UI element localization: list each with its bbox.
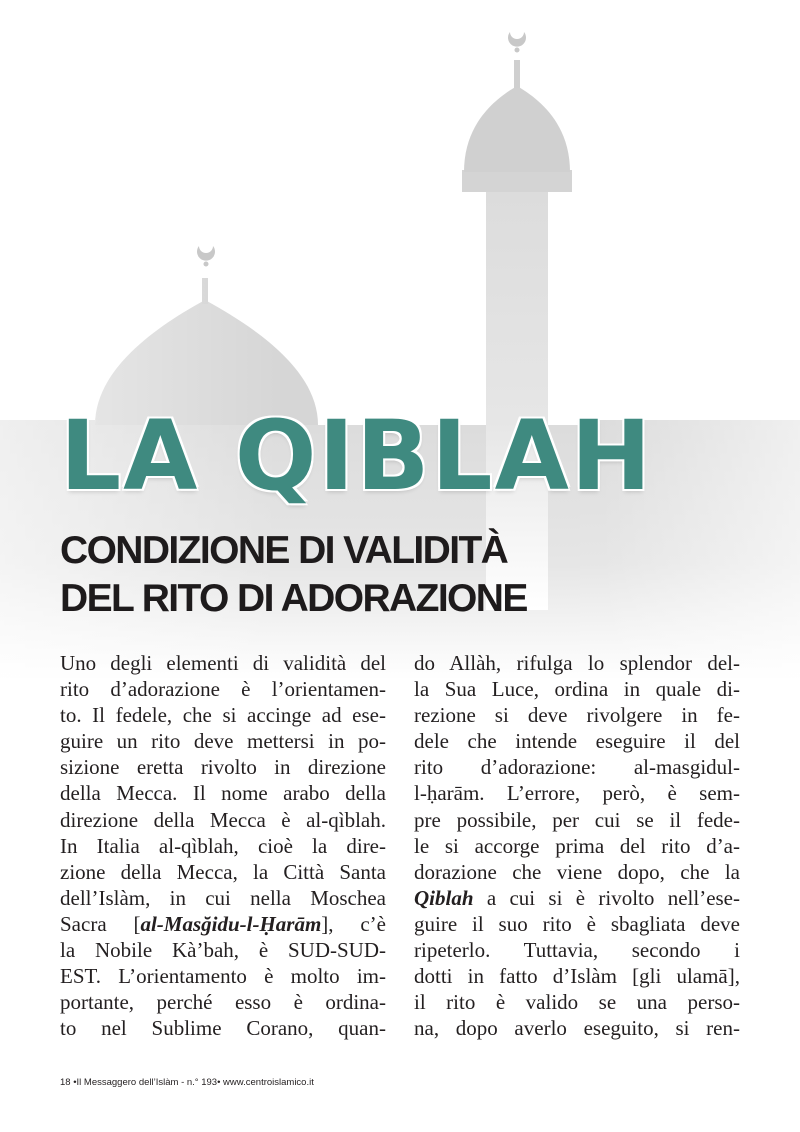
text-line: guire un rito deve mettersi in po- [60,729,386,754]
body-column-right [414,650,740,1041]
text-line: rito d’adorazione è l’orientamen- [60,677,386,702]
article-subtitle [60,527,527,623]
text-line: guire il suo rito è sbagliata deve [414,911,740,936]
article-title: LA QIBLAH [60,400,654,512]
body-column-left [60,650,386,1041]
text-line: portante, perché esso è ordina- [60,990,386,1015]
text-line: pre possibile, per cui se il fede- [414,807,740,832]
text-line: to nel Sublime Corano, quan- [60,1016,386,1041]
text-line: Uno degli elementi di validità del [60,651,386,675]
text-line: na, dopo averlo eseguito, si ren- [414,1016,740,1041]
text-line: la Sua Luce, ordina in quale di- [414,677,740,702]
text-line: rezione si deve rivolgere in fe- [414,703,740,728]
text-line: ripeterlo. Tuttavia, secondo i [414,938,740,963]
page-footer: 18 •Il Messaggero dell’Islàm - n.° 193• www.centroislamico.it [60,1077,314,1088]
text-line: EST. L’orientamento è molto im- [60,964,386,989]
text-line: In Italia al-qìblah, cioè la dire- [60,833,386,858]
text-line: direzione della Mecca è al-qìblah. [60,807,386,832]
text-line: le si accorge prima del rito d’a- [414,833,740,858]
text-line: la Nobile Kà’bah, è SUD-SUD- [60,938,386,963]
text-line: l-ḥarām. L’errore, però, è sem- [414,781,740,806]
text-line: to. Il fedele, che si accinge ad ese- [60,703,386,728]
text-line: zione della Mecca, la Città Santa [60,859,386,884]
text-line: Sacra [al-Masğidu-l-Ḥarām], c’è [60,911,386,936]
text-line: do Allàh, rifulga lo splendor del- [414,651,740,675]
text-line: sizione eretta rivolto in direzione [60,755,386,780]
text-line: rito d’adorazione: al-masgidul- [414,755,740,780]
emphasized-term: al-Masğidu-l-Ḥarām [140,911,322,936]
text-line: dell’Islàm, in cui nella Moschea [60,885,386,910]
text-line: Qiblah a cui si è rivolto nell’ese- [414,885,740,910]
text-line: dotti in fatto d’Islàm [gli ulamā], [414,964,740,989]
text-line: il rito è valido se una perso- [414,990,740,1015]
text-line: dorazione che viene dopo, che la [414,859,740,884]
text-line: dele che intende eseguire il del [414,729,740,754]
text-line: della Mecca. Il nome arabo della [60,781,386,806]
subtitle-line: CONDIZIONE DI VALIDITÀ [60,529,508,572]
emphasized-term: Qiblah [414,885,474,910]
subtitle-line: DEL RITO DI ADORAZIONE [60,577,527,620]
